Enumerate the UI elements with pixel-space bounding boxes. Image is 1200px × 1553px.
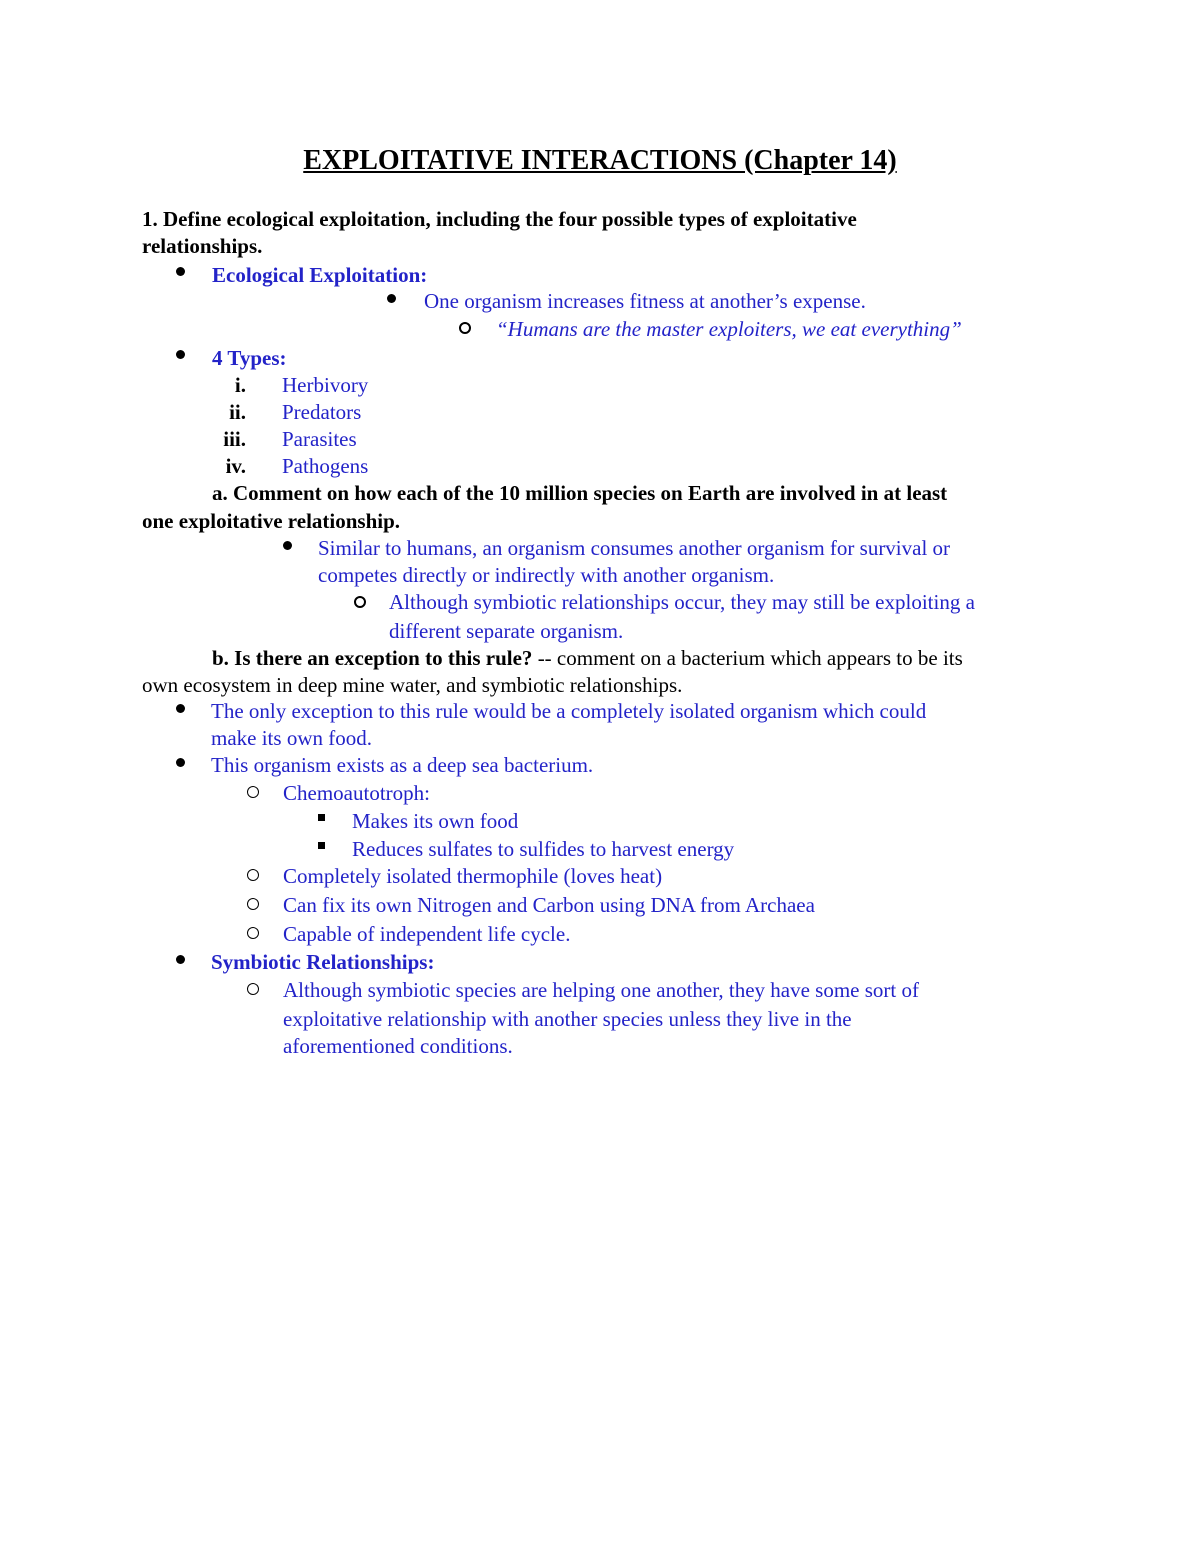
chemoautotroph-heading: Chemoautotroph:: [283, 781, 430, 805]
roman-numeral-1: i.: [234, 373, 246, 397]
type-item-pathogens: Pathogens: [282, 454, 369, 478]
symbiotic-line-3: aforementioned conditions.: [283, 1034, 513, 1058]
square-bullet-icon: [318, 814, 325, 821]
question-b-line-2: own ecosystem in deep mine water, and symbiotic relationships.: [142, 673, 683, 697]
bullet-icon: [283, 541, 292, 550]
exception-other-2: Can fix its own Nitrogen and Carbon using DNA from Archaea: [283, 893, 815, 917]
hollow-bullet-icon: [247, 927, 259, 939]
hollow-bullet-icon: [247, 983, 259, 995]
roman-numeral-3: iii.: [223, 427, 246, 451]
symbiotic-heading: Symbiotic Relationships:: [211, 950, 435, 974]
question-b-rest: -- comment on a bacterium which appears to be its: [532, 646, 963, 670]
question-b-line-1: [212, 645, 963, 671]
exception-bacterium: This organism exists as a deep sea bacterium.: [211, 753, 594, 777]
eco-exploitation-definition: One organism increases fitness at another’s expense.: [424, 289, 866, 313]
hollow-bullet-icon: [247, 786, 259, 798]
answer-a-sub-line-1: Although symbiotic relationships occur, they may still be exploiting a: [389, 590, 975, 614]
chemo-item-2: Reduces sulfates to sulfides to harvest energy: [352, 837, 735, 861]
bullet-icon: [387, 294, 396, 303]
question-a-line-1: a. Comment on how each of the 10 million species on Earth are involved in at least: [212, 481, 948, 505]
page-title: EXPLOITATIVE INTERACTIONS (Chapter 14): [303, 145, 897, 176]
exception-line-1: The only exception to this rule would be a completely isolated organism which could: [211, 699, 927, 723]
question-1-line-1: 1. Define ecological exploitation, including the four possible types of exploitative: [142, 207, 857, 231]
symbiotic-line-2: exploitative relationship with another species unless they live in the: [283, 1007, 852, 1031]
square-bullet-icon: [318, 842, 325, 849]
answer-a-line-2: competes directly or indirectly with another organism.: [318, 563, 775, 587]
bullet-icon: [176, 350, 185, 359]
type-item-predators: Predators: [282, 400, 362, 424]
bullet-icon: [176, 955, 185, 964]
answer-a-line-1: Similar to humans, an organism consumes another organism for survival or: [318, 536, 951, 560]
eco-exploitation-quote: “Humans are the master exploiters, we eat everything”: [496, 317, 962, 341]
question-1-line-2: relationships.: [142, 234, 263, 258]
exception-line-2: make its own food.: [211, 726, 372, 750]
hollow-bullet-icon: [354, 596, 366, 608]
hollow-bullet-icon: [459, 322, 471, 334]
types-heading: 4 Types:: [212, 346, 287, 370]
chemo-item-1: Makes its own food: [352, 809, 519, 833]
eco-exploitation-heading: Ecological Exploitation:: [212, 263, 428, 287]
symbiotic-line-1: Although symbiotic species are helping one another, they have some sort of: [283, 978, 919, 1002]
question-a-line-2: one exploitative relationship.: [142, 509, 401, 533]
bullet-icon: [176, 758, 185, 767]
bullet-icon: [176, 704, 185, 713]
roman-numeral-4: iv.: [225, 454, 246, 478]
hollow-bullet-icon: [247, 869, 259, 881]
answer-a-sub-line-2: different separate organism.: [389, 619, 624, 643]
hollow-bullet-icon: [247, 898, 259, 910]
bullet-icon: [176, 267, 185, 276]
roman-numeral-2: ii.: [229, 400, 246, 424]
exception-other-3: Capable of independent life cycle.: [283, 922, 571, 946]
type-item-parasites: Parasites: [282, 427, 357, 451]
type-item-herbivory: Herbivory: [282, 373, 369, 397]
exception-other-1: Completely isolated thermophile (loves heat): [283, 864, 663, 888]
question-b-bold: b. Is there an exception to this rule?: [212, 646, 533, 670]
